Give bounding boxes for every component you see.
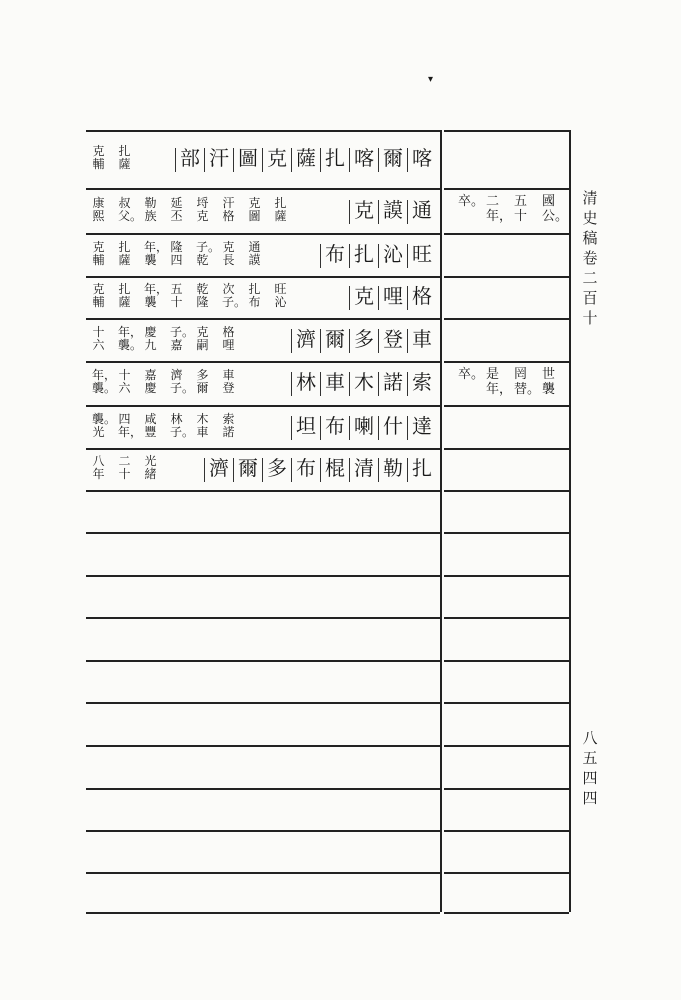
remark-text: 年， [486, 382, 513, 397]
remark-text: 罔 [514, 367, 528, 382]
annotation-text: 八 [92, 454, 105, 468]
name-character: 喇 [354, 413, 374, 438]
annotation-text: 康 [92, 195, 105, 210]
annotation-text: 布 [248, 295, 261, 309]
annotation-text: 父。 [118, 208, 143, 223]
annotation-column [92, 411, 117, 439]
name-character: 哩 [383, 284, 403, 308]
annotation-text: 濟 [170, 368, 183, 382]
remark-column [542, 367, 555, 397]
annotation-text: 四 [170, 252, 183, 267]
name-character: 林 [296, 370, 316, 394]
table-rule [444, 912, 569, 914]
annotation-text: 六 [118, 381, 131, 395]
annotation-text: 丕 [170, 208, 183, 223]
table-right-border [569, 130, 571, 912]
annotation-text: 車 [196, 424, 209, 439]
table-rule [86, 702, 440, 704]
table-rule [86, 130, 440, 132]
annotation-text: 扎 [118, 282, 131, 296]
remark-text: 二 [486, 194, 500, 209]
remark-text: 世 [542, 367, 556, 382]
annotation-text: 嘉 [170, 337, 183, 352]
annotation-column [144, 239, 169, 267]
table-rule [444, 830, 569, 832]
annotation-text: 慶 [144, 324, 157, 339]
annotation-column [118, 145, 131, 171]
name-character: 克 [354, 284, 374, 308]
annotation-column [196, 283, 209, 309]
remark-column [514, 367, 541, 397]
annotation-column [144, 326, 157, 352]
annotation-text: 薩 [274, 208, 287, 223]
name-character: 布 [325, 241, 345, 266]
name-character: 謨 [383, 197, 403, 222]
table-rule [444, 660, 569, 662]
annotation-text: 薩 [118, 295, 131, 309]
annotation-text: 光 [92, 424, 105, 439]
annotation-text: 次 [222, 282, 235, 296]
annotation-text: 木 [196, 411, 209, 426]
annotation-column [170, 241, 183, 267]
annotation-text: 輔 [92, 252, 105, 267]
annotation-text: 襲 [144, 295, 157, 309]
annotation-text: 汗 [222, 195, 235, 210]
table-rule [86, 575, 440, 577]
name-character: 格 [412, 284, 432, 308]
name-character: 棍 [325, 456, 345, 480]
annotation-column [170, 197, 183, 223]
annotation-text: 勒 [144, 195, 157, 210]
annotation-column [92, 197, 105, 223]
annotation-text: 子。 [170, 324, 195, 339]
remark-column [486, 367, 513, 397]
annotation-column [118, 283, 131, 309]
table-rule [86, 660, 440, 662]
name-character: 爾 [238, 456, 258, 480]
annotation-text: 隆 [196, 295, 209, 309]
remark-column [542, 194, 569, 224]
table-rule [444, 361, 569, 363]
annotation-text: 克 [222, 239, 235, 254]
stray-mark: ▾ [428, 74, 434, 85]
remark-column [458, 367, 485, 382]
annotation-column [92, 241, 105, 267]
remark-text: 是 [486, 367, 500, 382]
table-rule [86, 276, 440, 278]
table-rule [86, 448, 440, 450]
name-character: 喀 [354, 146, 374, 170]
name-character: 布 [325, 413, 345, 438]
name-character: 薩 [296, 146, 316, 170]
annotation-text: 襲。 [118, 337, 143, 352]
name-character: 勒 [383, 456, 403, 480]
name-character: 諾 [383, 370, 403, 394]
annotation-column [222, 282, 247, 309]
annotation-column [222, 369, 235, 395]
table-rule [86, 405, 440, 407]
annotation-text: 子。 [196, 239, 221, 254]
name-character: 沁 [383, 241, 403, 266]
name-character: 車 [412, 326, 432, 351]
annotation-column [144, 197, 157, 223]
annotation-text: 諾 [222, 424, 235, 439]
name-character: 多 [267, 456, 287, 480]
name-character: 克 [267, 146, 287, 170]
table-rule [444, 130, 569, 132]
annotation-column [170, 283, 183, 309]
annotation-text: 十 [118, 467, 131, 481]
annotation-text: 謨 [248, 252, 261, 267]
table-rule [444, 532, 569, 534]
annotation-text: 登 [222, 381, 235, 395]
annotation-text: 格 [222, 208, 235, 223]
name-character: 登 [383, 326, 403, 351]
name-character: 濟 [209, 456, 229, 480]
table-rule [86, 318, 440, 320]
annotation-text: 年， [92, 368, 117, 382]
table-rule [444, 872, 569, 874]
annotation-column [222, 413, 235, 439]
table-rule [444, 745, 569, 747]
annotation-text: 年， [118, 324, 143, 339]
remark-text: 卒。 [458, 367, 485, 382]
annotation-column [144, 369, 157, 395]
annotation-text: 扎 [118, 239, 131, 254]
name-character: 什 [383, 413, 403, 438]
table-rule [86, 872, 440, 874]
remark-text: 襲 [542, 382, 556, 397]
annotation-column [144, 455, 157, 481]
annotation-text: 格 [222, 324, 235, 339]
page-number: 八五四四 [582, 729, 598, 807]
annotation-column [118, 195, 143, 223]
annotation-text: 延 [170, 195, 183, 210]
annotation-column [144, 282, 169, 309]
annotation-text: 嘉 [144, 368, 157, 382]
annotation-text: 年， [144, 282, 169, 296]
annotation-column [118, 241, 131, 267]
annotation-column [196, 326, 209, 352]
annotation-text: 乾 [196, 252, 209, 267]
name-character: 坦 [296, 413, 316, 438]
annotation-text: 隆 [170, 239, 183, 254]
annotation-text: 克 [92, 144, 105, 158]
table-rule [86, 233, 440, 235]
remark-column [458, 194, 485, 209]
annotation-text: 扎 [274, 195, 287, 210]
annotation-text: 乾 [196, 282, 209, 296]
annotation-text: 襲。 [92, 411, 117, 426]
annotation-text: 嗣 [196, 337, 209, 352]
table-rule [86, 830, 440, 832]
remark-text: 五 [514, 194, 528, 209]
name-character: 達 [412, 413, 432, 438]
annotation-column [92, 326, 105, 352]
annotation-text: 扎 [248, 282, 261, 296]
annotation-text: 沁 [274, 295, 287, 309]
table-rule [444, 448, 569, 450]
annotation-text: 輔 [92, 295, 105, 309]
name-character: 扎 [325, 146, 345, 170]
annotation-column [196, 239, 221, 267]
table-rule [444, 318, 569, 320]
annotation-text: 子。 [170, 381, 195, 395]
annotation-column [196, 369, 209, 395]
remark-text: 公。 [542, 209, 569, 224]
table-rule [444, 188, 569, 190]
remark-text: 年， [486, 209, 513, 224]
annotation-text: 十 [170, 295, 183, 309]
annotation-column [92, 283, 105, 309]
annotation-text: 圖 [248, 208, 261, 223]
annotation-column [196, 413, 209, 439]
annotation-column [118, 369, 131, 395]
annotation-text: 十 [92, 324, 105, 339]
name-character: 扎 [412, 456, 432, 480]
annotation-column [144, 413, 157, 439]
annotation-text: 緒 [144, 467, 157, 481]
annotation-text: 子。 [170, 424, 195, 439]
annotation-text: 慶 [144, 381, 157, 395]
annotation-text: 襲。 [92, 381, 117, 395]
table-rule [86, 788, 440, 790]
name-character: 濟 [296, 326, 316, 351]
table-rule [444, 405, 569, 407]
table-rule [444, 788, 569, 790]
annotation-column [92, 145, 105, 171]
annotation-text: 通 [248, 239, 261, 254]
annotation-column [92, 455, 105, 481]
name-character: 喀 [412, 146, 432, 170]
table-rule [444, 233, 569, 235]
name-character: 汗 [209, 146, 229, 170]
annotation-text: 熙 [92, 208, 105, 223]
remark-text: 國 [542, 194, 556, 209]
name-character: 扎 [354, 241, 374, 266]
annotation-text: 扎 [118, 144, 131, 158]
annotation-text: 哩 [222, 337, 235, 352]
remark-text: 十 [514, 209, 528, 224]
table-rule [86, 912, 440, 914]
running-title: 清史稿卷二百十 [582, 189, 598, 327]
annotation-text: 二 [118, 454, 131, 468]
annotation-text: 薩 [118, 252, 131, 267]
name-character: 爾 [325, 326, 345, 351]
annotation-column [274, 283, 287, 309]
remark-text: 替。 [514, 382, 541, 397]
name-character: 爾 [383, 146, 403, 170]
remark-column [514, 194, 527, 224]
name-character: 布 [296, 456, 316, 480]
annotation-text: 十 [118, 368, 131, 382]
annotation-column [170, 368, 195, 395]
name-character: 圖 [238, 146, 258, 170]
annotation-text: 車 [222, 368, 235, 382]
annotation-text: 光 [144, 454, 157, 468]
annotation-column [248, 197, 261, 223]
table-rule [86, 617, 440, 619]
annotation-text: 爾 [196, 381, 209, 395]
annotation-text: 克 [196, 208, 209, 223]
annotation-column [118, 455, 131, 481]
table-rule [86, 188, 440, 190]
annotation-column [274, 197, 287, 223]
annotation-column [118, 411, 143, 439]
remark-text: 卒。 [458, 194, 485, 209]
annotation-text: 長 [222, 252, 235, 267]
annotation-column [248, 283, 261, 309]
annotation-column [92, 368, 117, 395]
table-rule [444, 575, 569, 577]
name-character: 通 [412, 197, 432, 222]
annotation-text: 四 [118, 411, 131, 426]
annotation-text: 年 [92, 467, 105, 481]
table-rule [444, 490, 569, 492]
annotation-text: 六 [92, 337, 105, 352]
annotation-text: 襲 [144, 252, 157, 267]
annotation-text: 五 [170, 282, 183, 296]
table-rule [444, 617, 569, 619]
annotation-column [222, 326, 235, 352]
table-rule [86, 490, 440, 492]
annotation-text: 九 [144, 337, 157, 352]
annotation-text: 克 [92, 239, 105, 254]
table-rule [86, 532, 440, 534]
annotation-column [170, 324, 195, 352]
name-character: 旺 [412, 241, 432, 266]
annotation-column [222, 241, 235, 267]
annotation-text: 埒 [196, 195, 209, 210]
annotation-text: 多 [196, 368, 209, 382]
table-rule [444, 276, 569, 278]
annotation-text: 豐 [144, 424, 157, 439]
annotation-column [196, 197, 209, 223]
name-character: 克 [354, 197, 374, 222]
annotation-text: 年， [144, 239, 169, 254]
table-rule [86, 745, 440, 747]
annotation-text: 族 [144, 208, 157, 223]
annotation-text: 克 [92, 282, 105, 296]
annotation-text: 薩 [118, 157, 131, 171]
name-character: 車 [325, 370, 345, 394]
remark-column [486, 194, 513, 224]
annotation-column [170, 411, 195, 439]
table-rule [86, 361, 440, 363]
name-character: 部 [180, 146, 200, 170]
name-character: 多 [354, 326, 374, 351]
annotation-column [118, 324, 143, 352]
annotation-text: 旺 [274, 282, 287, 296]
annotation-text: 咸 [144, 411, 157, 426]
annotation-column [222, 197, 235, 223]
name-character: 清 [354, 456, 374, 480]
name-character: 木 [354, 370, 374, 394]
annotation-text: 輔 [92, 157, 105, 171]
annotation-column [248, 241, 261, 267]
table-rule [444, 702, 569, 704]
annotation-text: 克 [248, 195, 261, 210]
annotation-text: 索 [222, 411, 235, 426]
annotation-text: 林 [170, 411, 183, 426]
annotation-text: 克 [196, 324, 209, 339]
table-column-divider [440, 130, 442, 912]
name-character: 索 [412, 370, 432, 394]
annotation-text: 年， [118, 424, 143, 439]
annotation-text: 叔 [118, 195, 131, 210]
annotation-text: 子。 [222, 295, 247, 309]
